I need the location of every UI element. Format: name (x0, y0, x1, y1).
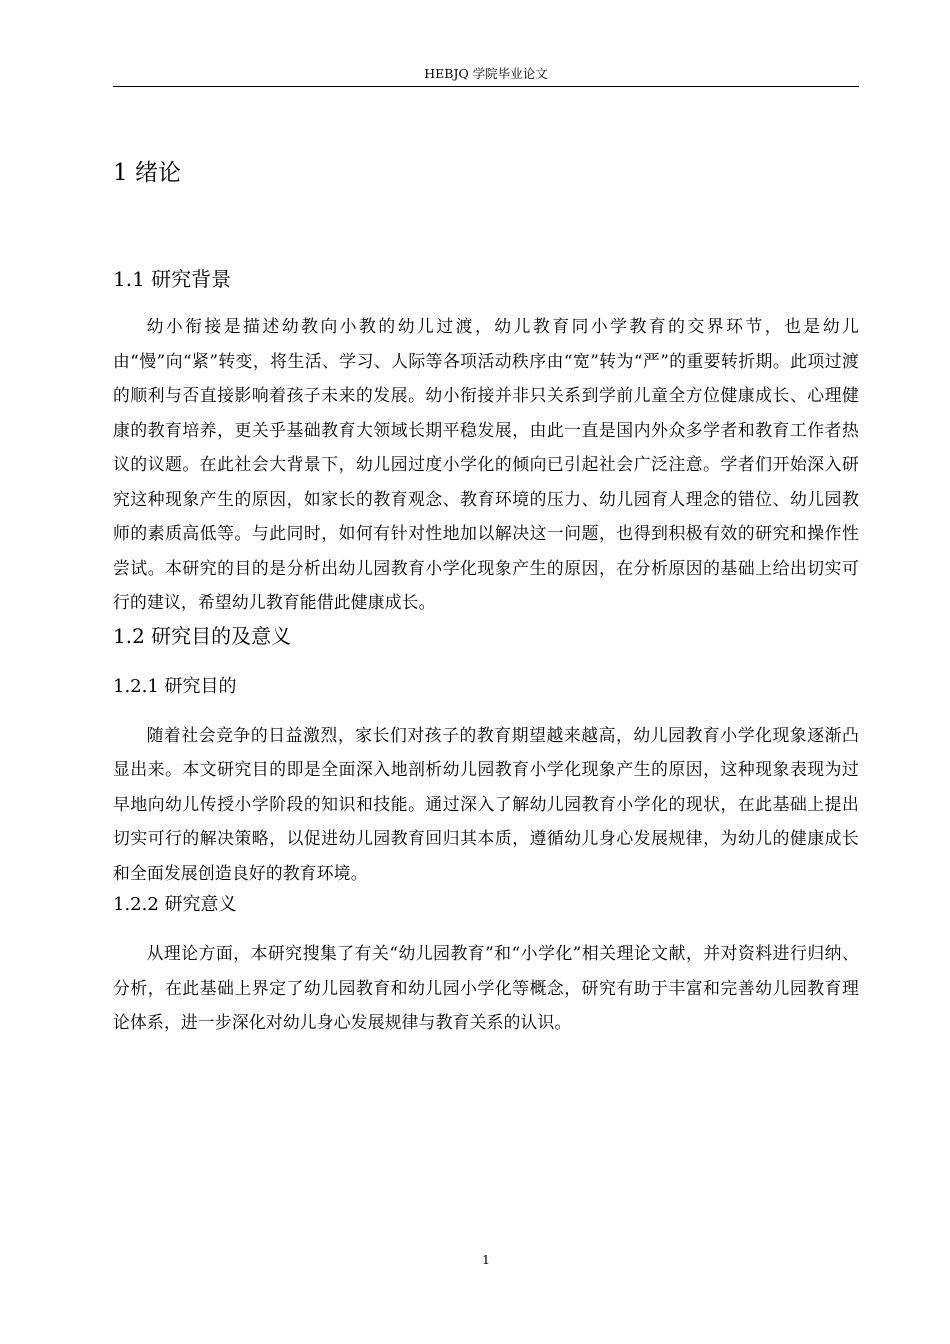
chapter-title: 1 绪论 (113, 160, 181, 186)
paragraph-background: 幼小衔接是描述幼教向小教的幼儿过渡，幼儿教育同小学教育的交界环节，也是幼儿由“慢”向“紧”转变，将生活、学习、人际等各项活动秩序由“宽”转为“严”的重要转折期。此项过渡的顺利与否直接影响着孩子未来的发展。幼小衔接并非只关系到学前儿童全方位健康成长、心理健康的教育培养，更关乎基础教育大领域长期平稳发展，由此一直是国内外众多学者和教育工作者热议的议题。在此社会大背景下，幼儿园过度小学化的倾向已引起社会广泛注意。学者们开始深入研究这种现象产生的原因，如家长的教育观念、教育环境的压力、幼儿园育人理念的错位、幼儿园教师的素质高低等。与此同时，如何有针对性地加以解决这一问题，也得到积极有效的研究和操作性尝试。本研究的目的是分析出幼儿园教育小学化现象产生的原因，在分析原因的基础上给出切实可行的建议，希望幼儿教育能借此健康成长。 (113, 316, 859, 612)
header-divider (113, 86, 859, 87)
page-number: 1 (482, 1252, 490, 1267)
subsection-title-purpose: 1.2.1 研究目的 (113, 675, 237, 697)
subsection-title-significance: 1.2.2 研究意义 (113, 894, 237, 915)
page-content (113, 155, 859, 1040)
section-title-purpose-significance: 1.2 研究目的及意义 (113, 623, 292, 648)
paragraph-significance: 从理论方面，本研究搜集了有关“幼儿园教育”和“小学化”相关理论文献，并对资料进行归纳、分析，在此基础上界定了幼儿园教育和幼儿园小学化等概念，研究有助于丰富和完善幼儿园教育理论体系，进一步深化对幼儿身心发展规律与教育关系的认识。 (113, 943, 859, 1032)
page-header: HEBJQ 学院毕业论文 (424, 66, 548, 81)
paragraph-purpose: 随着社会竞争的日益激烈，家长们对孩子的教育期望越来越高，幼儿园教育小学化现象逐渐凸显出来。本文研究目的即是全面深入地剖析幼儿园教育小学化现象产生的原因，这种现象表现为过早地向幼儿传授小学阶段的知识和技能。通过深入了解幼儿园教育小学化的现状，在此基础上提出切实可行的解决策略，以促进幼儿园教育回归其本质，遵循幼儿身心发展规律，为幼儿的健康成长和全面发展创造良好的教育环境。 (113, 724, 859, 883)
section-title-background: 1.1 研究背景 (113, 267, 232, 291)
